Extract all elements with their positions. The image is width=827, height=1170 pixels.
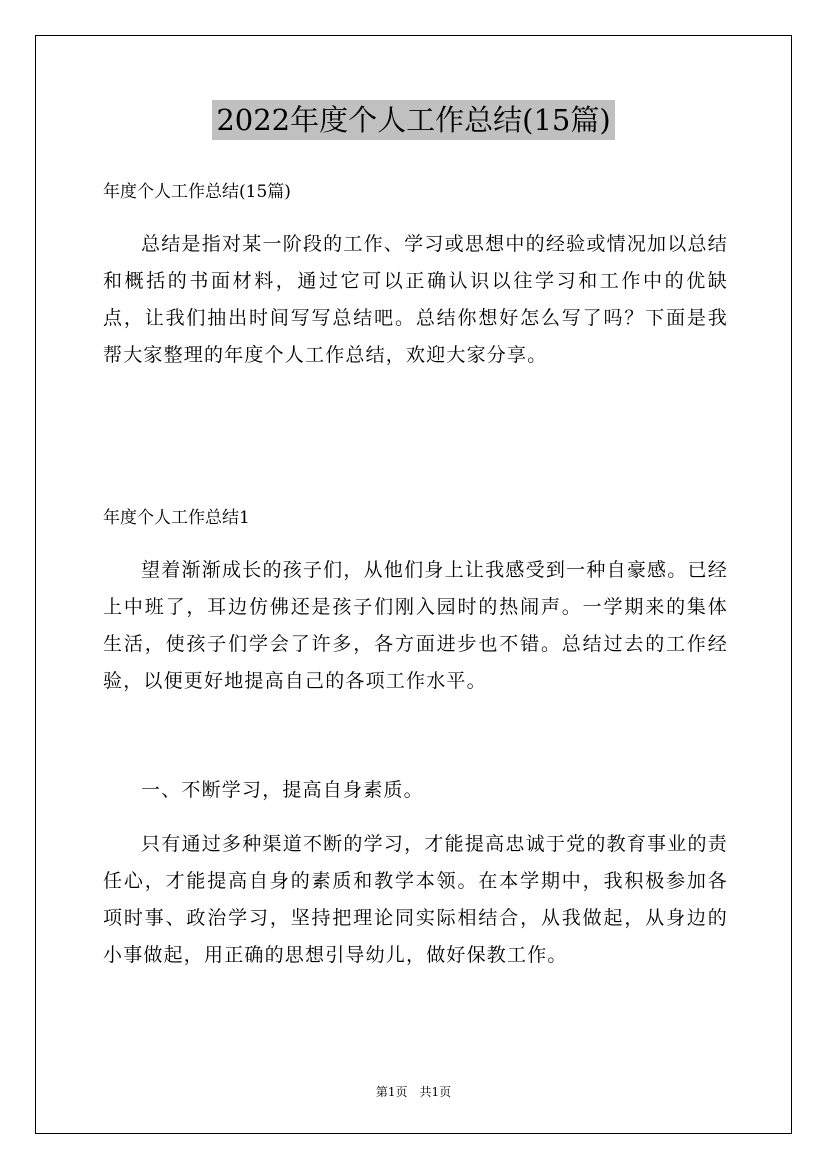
section-1-paragraph-2: 只有通过多种渠道不断的学习，才能提高忠诚于党的教育事业的责任心，才能提高自身的素质和教学本领。在本学期中，我积极参加各项时事、政治学习，坚持把理论同实际相结合，从我做起，从身边的小事做起，用正确的思想引导幼儿，做好保教工作。 — [103, 833, 728, 966]
section-1-heading: 年度个人工作总结1 — [103, 508, 250, 528]
intro-paragraph: 总结是指对某一阶段的工作、学习或思想中的经验或情况加以总结和概括的书面材料，通过它可以正确认识以往学习和工作中的优缺点，让我们抽出时间写写总结吧。总结你想好怎么写了吗？下面是我帮大家整理的年度个人工作总结，欢迎大家分享。 — [103, 233, 728, 366]
page-footer: 第1页 共1页 — [375, 1085, 452, 1099]
title-wrap — [0, 100, 827, 140]
section-1-point-1: 一、不断学习，提高自身素质。 — [141, 779, 424, 801]
document-subtitle: 年度个人工作总结(15篇) — [103, 182, 291, 202]
document-title: 2022年度个人工作总结(15篇) — [212, 100, 614, 140]
section-1-paragraph-1: 望着渐渐成长的孩子们，从他们身上让我感受到一种自豪感。已经上中班了，耳边仿佛还是孩子们刚入园时的热闹声。一学期来的集体生活，使孩子们学会了许多，各方面进步也不错。总结过去的工作经验，以便更好地提高自己的各项工作水平。 — [103, 559, 728, 692]
